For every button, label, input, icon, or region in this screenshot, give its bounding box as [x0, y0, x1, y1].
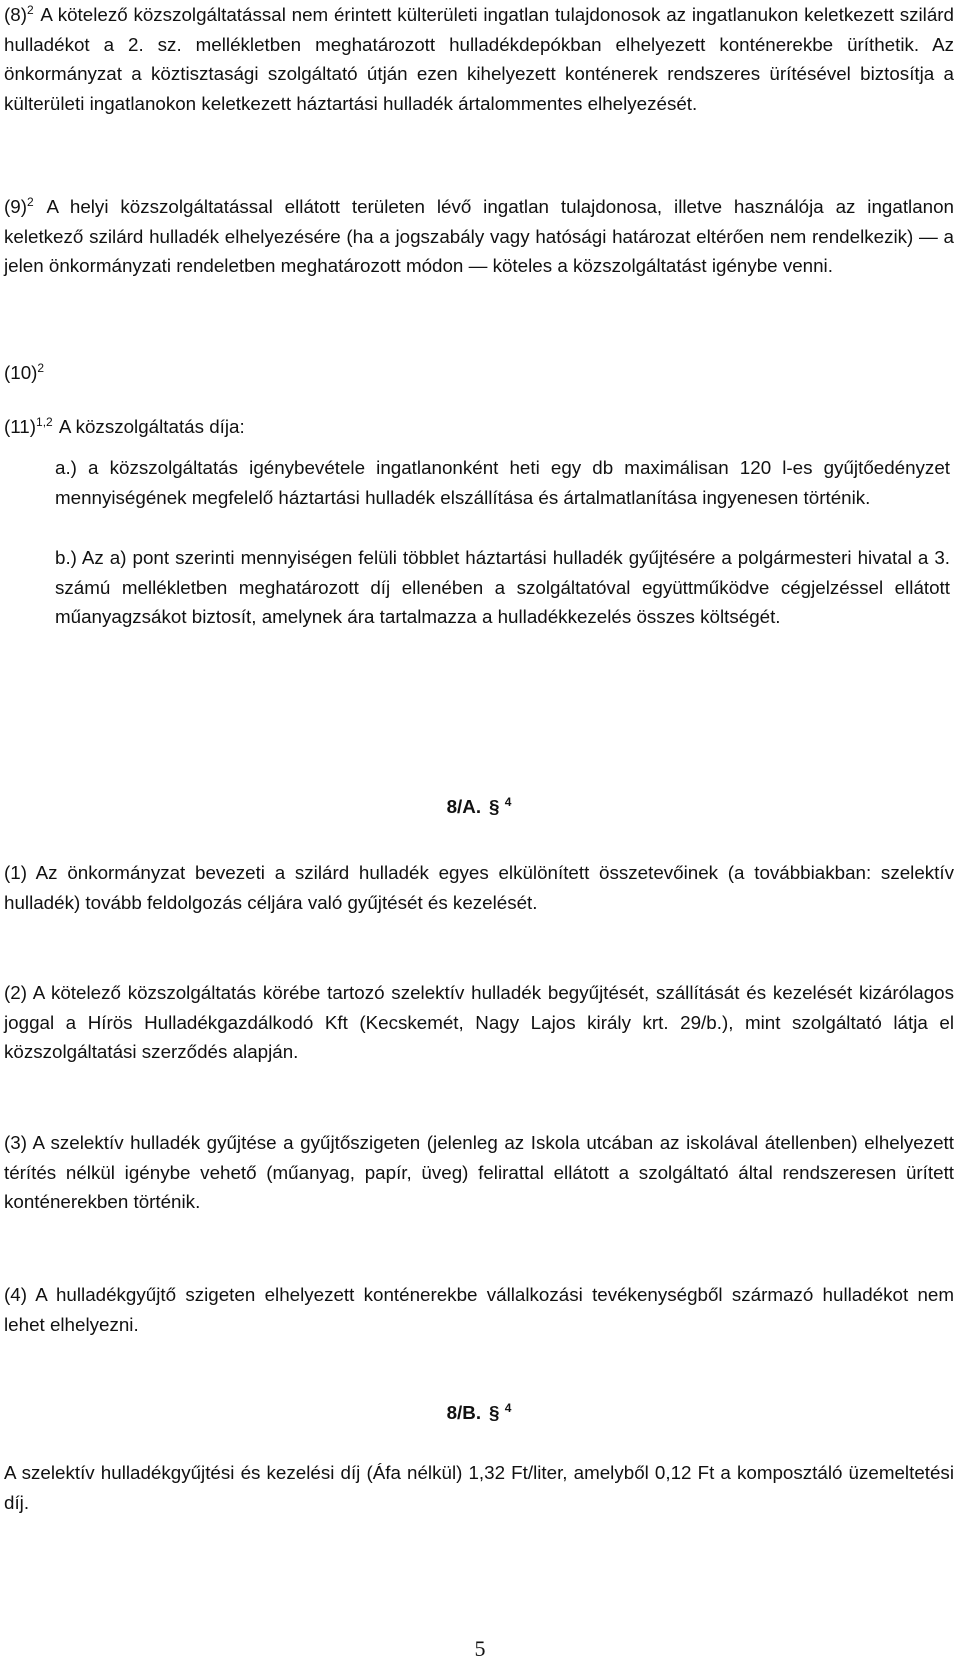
section-title: 8/A.	[446, 796, 482, 817]
section-8b-paragraph-1: A szelektív hulladékgyűjtési és kezelési díj (Áfa nélkül) 1,32 Ft/liter, amelyből 0,12 Ft a komposztáló üzemeltetési díj.	[4, 1462, 954, 1513]
paragraph-9	[4, 192, 954, 281]
paragraph-text: A helyi közszolgáltatással ellátott területen lévő ingatlan tulajdonosa, illetve használója az ingatlanon keletkező szilárd hulladék elhelyezésére (ha a jogszabály vagy hatósági határozat eltérően nem rendelkezik) — a jelen önkormányzati rendeletben meghatározott módon — köteles a közszolgáltatást igénybe venni.	[4, 196, 954, 276]
list-item-a	[55, 453, 950, 512]
footnote-ref: 2	[26, 195, 34, 209]
section-heading-8a	[0, 792, 960, 822]
section-8a-paragraph-3: (3) A szelektív hulladék gyűjtése a gyűjtőszigeten (jelenleg az Iskola utcában az iskolával átellenben) elhelyezett térítés nélkül igénybe vehető (műanyag, papír, üveg) felirattal ellátott a szolgáltató által rendszeresen ürített konténerekben történik.	[4, 1132, 954, 1212]
paragraph-text: A kötelező közszolgáltatással nem érintett külterületi ingatlan tulajdonosok az ingatlanukon keletkezett szilárd hulladékot a 2. sz. mellékletben meghatározott hulladékdepókban elhelyezett konténerekbe üríthetik. Az önkormányzat a köztisztasági szolgáltató útján ezen kihelyezett konténerek rendszeres ürítésével biztosítja a külterületi ingatlanokon keletkezett háztartási hulladék ártalommentes elhelyezését.	[4, 4, 954, 114]
paragraph-10	[4, 358, 954, 388]
paragraph-number: (8)	[4, 4, 27, 25]
section-symbol: §	[489, 1402, 500, 1423]
section-heading-8b	[0, 1398, 960, 1428]
footnote-ref: 2	[26, 3, 34, 17]
footnote-ref: 4	[504, 1401, 512, 1415]
paragraph-8	[4, 0, 954, 118]
list-item-text: Az a) pont szerinti mennyiségen felüli többlet háztartási hulladék gyűjtésére a polgármesteri hivatal a 3. számú mellékletben meghatározott díj ellenében a szolgáltatóval együttműködve cégjelzéssel ellátott műanyagzsákot biztosít, amelynek ára tartalmazza a hulladékkezelés összes költségét.	[55, 547, 950, 627]
page-number: 5	[474, 1636, 486, 1661]
list-item-text: a közszolgáltatás igénybevétele ingatlanonként heti egy db maximálisan 120 l-es gyűjtőedényzet mennyiségének megfelelő háztartási hulladék elszállítása és ártalmatlanítása ingyenesen történik.	[55, 457, 950, 508]
list-marker: a.)	[55, 457, 77, 478]
footnote-ref: 2	[37, 361, 45, 375]
section-8a-paragraph-4: (4) A hulladékgyűjtő szigeten elhelyezett konténerekbe vállalkozási tevékenységből származó hulladékot nem lehet elhelyezni.	[4, 1284, 954, 1335]
paragraph-number: (9)	[4, 196, 27, 217]
section-8a-paragraph-1: (1) Az önkormányzat bevezeti a szilárd hulladék egyes elkülönített összetevőinek (a továbbiakban: szelektív hulladék) tovább feldolgozás céljára való gyűjtését és kezelését.	[4, 862, 954, 913]
footnote-ref: 1,2	[36, 415, 53, 429]
paragraph-11	[4, 412, 954, 442]
section-symbol: §	[489, 796, 500, 817]
list-item-b	[55, 543, 950, 632]
paragraph-number: (10)	[4, 362, 38, 383]
list-marker: b.)	[55, 547, 77, 568]
footnote-ref: 4	[504, 795, 512, 809]
paragraph-text: A közszolgáltatás díja:	[58, 416, 245, 437]
section-title: 8/B.	[446, 1402, 482, 1423]
paragraph-number: (11)	[4, 416, 37, 437]
section-8a-paragraph-2: (2) A kötelező közszolgáltatás körébe tartozó szelektív hulladék begyűjtését, szállítását és kezelését kizárólagos joggal a Hírös Hulladékgazdálkodó Kft (Kecskemét, Nagy Lajos király krt. 29/b.), mint szolgáltató látja el közszolgáltatási szerződés alapján.	[4, 982, 954, 1062]
